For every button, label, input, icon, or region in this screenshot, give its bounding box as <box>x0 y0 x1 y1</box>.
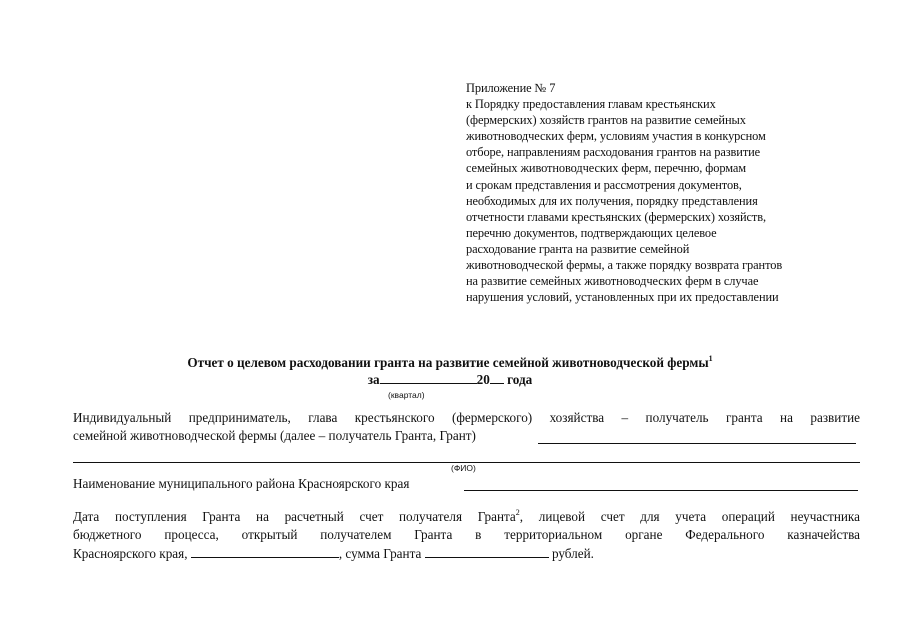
report-title-text: Отчет о целевом расходовании гранта на развитие семейной животноводческой фермы <box>187 355 709 370</box>
appendix-line: отчетности главами крестьянских (фермерских) хозяйств, <box>466 209 766 224</box>
footnote-marker: 1 <box>708 354 713 363</box>
appendix-line: необходимых для их получения, порядку представления <box>466 193 758 208</box>
appendix-line: семейных животноводческих ферм, перечню, формам <box>466 161 747 176</box>
account-field[interactable] <box>191 546 339 558</box>
recipient-line-1: Индивидуальный предприниматель, глава крестьянского (фермерского) хозяйства – получатель гранта на развитие <box>73 410 860 425</box>
currency-label: рублей. <box>551 545 594 561</box>
appendix-note <box>466 80 866 305</box>
appendix-line: нарушения условий, установленных при их предоставлении <box>466 290 779 305</box>
account-text: , лицевой счет для учета операций неучастника <box>519 509 860 524</box>
grant-info-line-3 <box>73 545 860 563</box>
grant-date-text: Дата поступления Гранта на расчетный счет получателя Гранта <box>73 509 516 524</box>
quarter-caption: (квартал) <box>388 390 425 400</box>
grant-info-line-2: бюджетного процесса, открытый получателем Гранта в территориальном органе Федерального казначейства <box>73 527 860 543</box>
report-period <box>300 371 600 389</box>
recipient-line-2: семейной животноводческой фермы (далее – получатель Гранта, Грант) <box>73 428 476 444</box>
appendix-line: перечню документов, подтверждающих целевое <box>466 225 717 240</box>
period-prefix: за <box>367 372 380 387</box>
appendix-line: к Порядку предоставления главам крестьянских <box>466 97 716 112</box>
grant-amount-label: , сумма Гранта <box>338 545 422 561</box>
quarter-field[interactable] <box>380 372 477 384</box>
appendix-line: и срокам представления и рассмотрения документов, <box>466 177 742 192</box>
year-field[interactable] <box>490 372 504 384</box>
grant-info-section <box>73 508 860 563</box>
appendix-line: животноводческой фермы, а также порядку возврата грантов <box>466 258 783 273</box>
grant-info-line-1 <box>73 508 860 526</box>
municipality-label: Наименование муниципального района Красноярского края <box>73 476 410 491</box>
appendix-line: расходование гранта на развитие семейной <box>466 241 690 256</box>
grant-amount-field[interactable] <box>425 546 549 558</box>
municipality-field[interactable] <box>464 490 858 491</box>
footnote-marker: 2 <box>515 508 520 517</box>
appendix-line: отборе, направлениям расходования грантов на развитие <box>466 145 761 160</box>
appendix-line: (фермерских) хозяйств грантов на развитие семейных <box>466 113 746 128</box>
region-text: Красноярского края, <box>73 545 188 561</box>
recipient-name-field[interactable] <box>538 443 856 444</box>
fio-caption: (ФИО) <box>451 463 476 473</box>
recipient-section <box>73 409 860 446</box>
appendix-line: животноводческих ферм, условиям участия в конкурсном <box>466 129 766 144</box>
period-suffix: года <box>507 372 533 387</box>
appendix-line: на развитие семейных животноводческих ферм в случае <box>466 274 759 289</box>
year-prefix: 20 <box>476 372 490 387</box>
appendix-heading: Приложение № 7 <box>466 81 556 95</box>
report-title <box>90 350 810 372</box>
